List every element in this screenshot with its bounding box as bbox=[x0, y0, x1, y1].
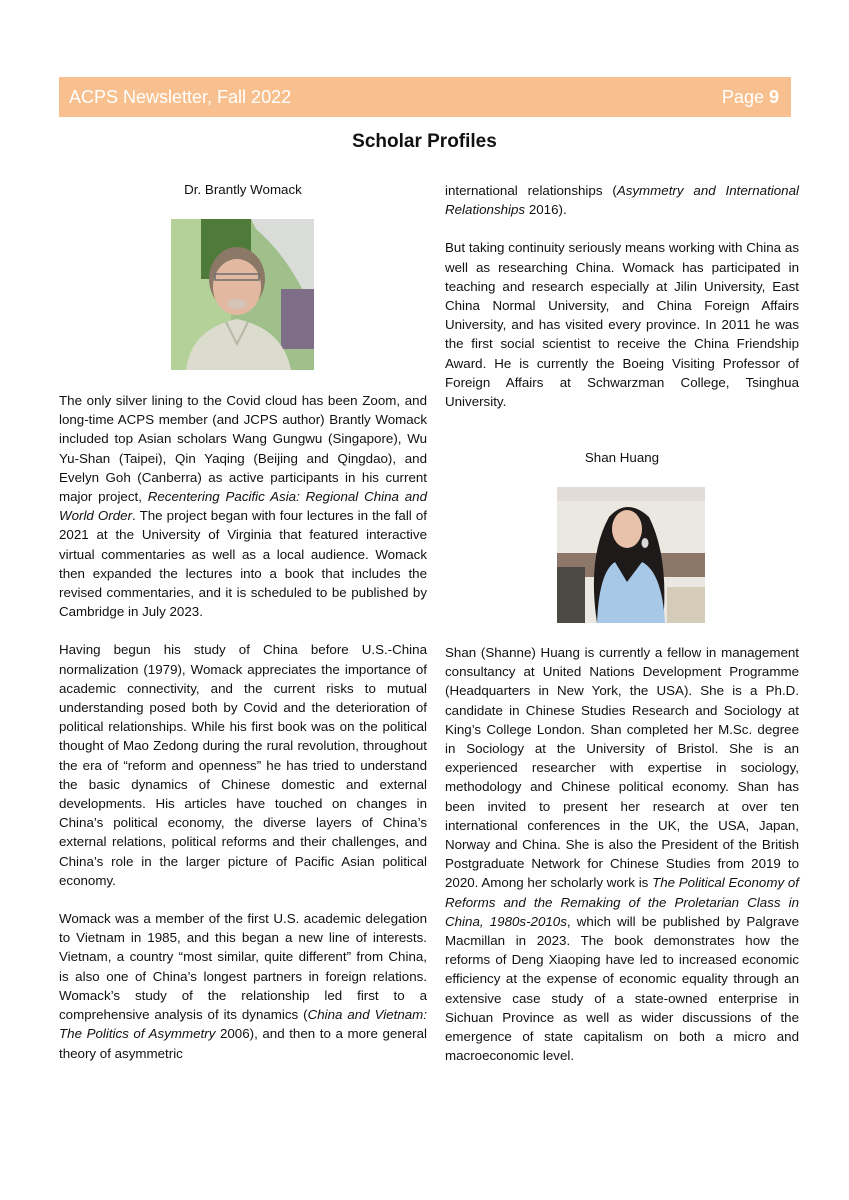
profile-paragraph bbox=[59, 391, 427, 621]
paragraph-text: 2016). bbox=[525, 202, 567, 218]
book-title-italic: Recentering Pacific Asia: Regional China and World Order bbox=[59, 489, 427, 524]
profile-paragraph bbox=[445, 181, 799, 219]
portrait-image bbox=[557, 487, 705, 623]
paragraph-text: 2006), and then to a more general theory of asymmetric bbox=[59, 1026, 427, 1061]
book-title-italic: Asymmetry and International Relationships bbox=[445, 183, 799, 218]
section-title: Scholar Profiles bbox=[352, 131, 497, 152]
paragraph-text: , which will be published by Palgrave Macmillan in 2023. The book demonstrates how the reforms of Deng Xiaoping have led to increased economic efficiency at the expense of economic equality through an extensive case study of a state-owned enterprise in Sichuan Province as well as wider discussions of the emergence of state capitalism on both a micro and macroeconomic level. bbox=[445, 913, 800, 1064]
paragraph-text: Shan (Shanne) Huang is currently a fellow in management consultancy at United Nations Development Programme (Headquarters in New York, the USA). She is a Ph.D. candidate in Chinese Studies Research and Sociology at King’s College London. Shan completed her M.Sc. degree in Sociology at the University of Bristol. She is an experienced researcher with expertise in sociology, methodology and Chinese political economy. Shan has been invited to present her research at over ten international conferences in the UK, the USA, Japan, Norway and China. She is also the President of the British Postgraduate Network for Chinese Studies from 2019 to 2020. Among her scholarly work is bbox=[445, 645, 799, 891]
page-number: 9 bbox=[768, 86, 779, 107]
profile-paragraph bbox=[445, 238, 799, 411]
newsletter-title: ACPS Newsletter, Fall 2022 bbox=[69, 86, 292, 107]
profile-womack-text-right bbox=[445, 181, 799, 411]
book-title-italic: The Political Economy of Reforms and the Remaking of the Proletarian Class in China, 1980s-2010s bbox=[445, 875, 799, 929]
profile-huang-text bbox=[445, 643, 799, 1065]
book-title-italic: China and Vietnam: The Politics of Asymmetry bbox=[59, 1007, 427, 1042]
newsletter-header-bar bbox=[59, 77, 791, 117]
profile-paragraph bbox=[445, 643, 799, 1065]
portrait-image bbox=[171, 219, 314, 370]
page-label: Page bbox=[721, 86, 764, 107]
portrait-photo-brantly-womack bbox=[171, 219, 314, 370]
paragraph-text: Having begun his study of China before U.S.-China normalization (1979), Womack appreciates the importance of academic connectivity, and the current risks to mutual understanding posed both by Covid and the deterioration of political relationships. While his first book was on the political thought of Mao Zedong during the rural revolution, throughout the era of “reform and openness” he has tried to understand the basic dynamics of Chinese domestic and external developments. His articles have touched on changes in China’s political economy, the diverse layers of China’s external relations, political reforms and their challenges, and China’s role in the larger picture of Pacific Asian political economy. bbox=[59, 642, 427, 888]
paragraph-text: But taking continuity seriously means working with China as well as researching China. Womack has participated in teaching and research especially at Jilin University, East China Normal University, and China Foreign Affairs University, and has visited every province. In 2011 he was the first social scientist to receive the China Friendship Award. He is currently the Boeing Visiting Professor of Foreign Affairs at Schwarzman College, Tsinghua University. bbox=[445, 240, 799, 410]
profile-name-huang: Shan Huang bbox=[584, 450, 660, 465]
paragraph-text: . The project began with four lectures in the fall of 2021 at the University of Virginia that featured interactive virtual commentaries as well as a local audience. Womack then expanded the lectures into a book that includes the revised commentaries, and it is scheduled to be published by Cambridge in July 2023. bbox=[59, 508, 427, 620]
profile-paragraph bbox=[59, 909, 427, 1063]
paragraph-text: The only silver lining to the Covid cloud has been Zoom, and long-time ACPS member (and JCPS author) Brantly Womack included top Asian scholars Wang Gungwu (Singapore), Wu Yu-Shan (Taipei), Qin Yaqing (Beijing and Qingdao), and Evelyn Goh (Canberra) as active participants in his current major project, bbox=[59, 393, 427, 505]
page-indicator bbox=[722, 87, 779, 108]
portrait-photo-shan-huang bbox=[557, 487, 705, 623]
profile-paragraph bbox=[59, 640, 427, 890]
paragraph-text: international relationships ( bbox=[445, 183, 617, 198]
profile-name-womack: Dr. Brantly Womack bbox=[184, 182, 302, 197]
profile-womack-text-left bbox=[59, 391, 427, 1063]
paragraph-text: Womack was a member of the first U.S. academic delegation to Vietnam in 1985, and this began a new line of interests. Vietnam, a country “most similar, quite different” from China, is also one of China’s longest partners in foreign relations. Womack’s study of the relationship led first to a comprehensive analysis of its dynamics ( bbox=[59, 911, 427, 1023]
